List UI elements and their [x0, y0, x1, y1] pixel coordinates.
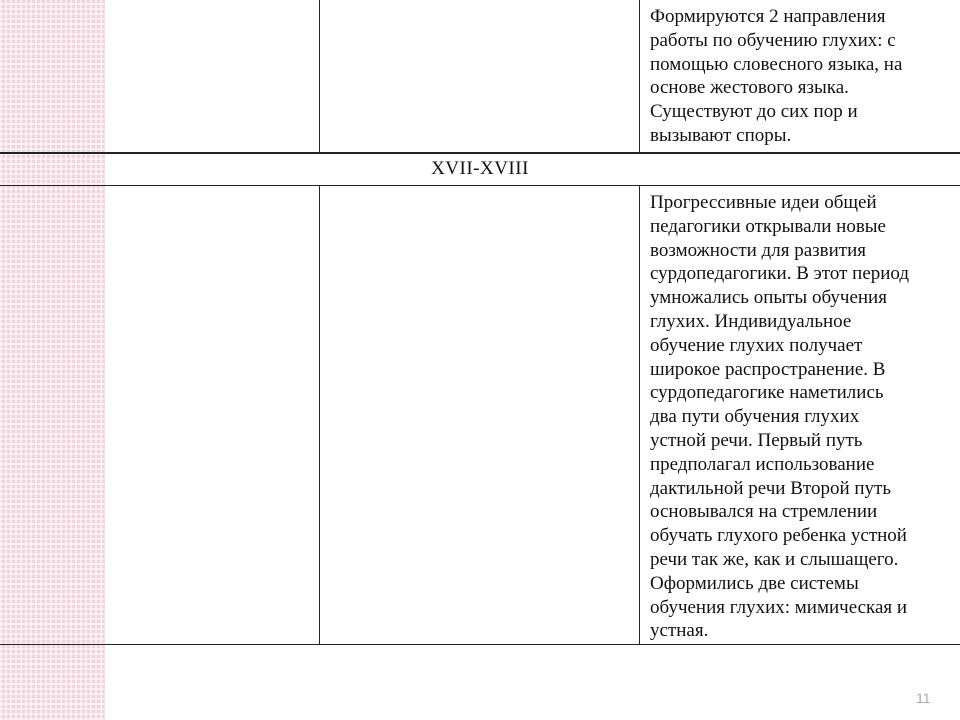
page-number: 11 [916, 690, 931, 706]
cell-text: Прогрессивные идеи общей педагогики открывали новые возможности для развития сурдопедагогики. В этот период умножались опыты обучения глухих. Индивидуальное обучение глухих получает широкое распространение. В сурдопедагогике наметились два пути обучения глухих устной речи. Первый путь предполагал использование дактильной речи Второй путь основывался на стремлении обучать глухого ребенка устной речи так же, как и слышащего. Оформились две системы обучения глухих: мимическая и устная. [650, 192, 910, 642]
table-row [0, 186, 960, 645]
table-cell [320, 0, 640, 152]
table-row [0, 0, 960, 153]
table-cell [320, 186, 640, 644]
period-row [0, 153, 960, 186]
cell-text: Формируются 2 направления работы по обучению глухих: с помощью словесного языка, на основе жестового языка. Существуют до сих пор и вызывают споры. [650, 6, 903, 146]
table-cell [640, 0, 960, 152]
table-cell [0, 0, 320, 152]
table-cell [640, 186, 960, 644]
table-cell [0, 186, 320, 644]
period-label: XVII-XVIII [431, 158, 529, 179]
